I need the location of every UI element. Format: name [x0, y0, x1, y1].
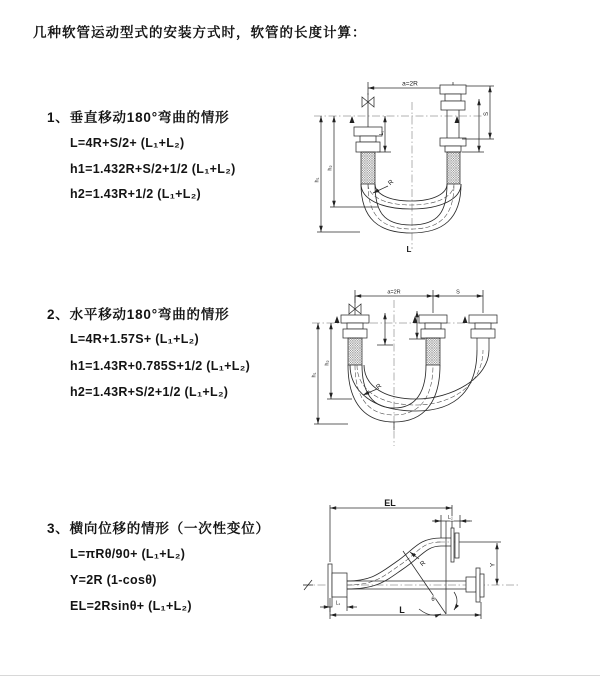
hose-curves — [348, 350, 489, 422]
angle-construction — [403, 521, 457, 615]
radius-label: R — [386, 178, 396, 188]
diagram-lateral-displacement — [298, 498, 600, 658]
dim-label-a2r: a=2R — [402, 80, 418, 88]
page-title: 几种软管运动型式的安装方式时，软管的长度计算： — [33, 25, 367, 40]
section-1-formula-h1: h1=1.432R+S/2+1/2 (L₁+L₂) — [70, 162, 236, 176]
valve-icon — [362, 93, 374, 127]
section-3-formula-y: Y=2R (1-cosθ) — [70, 573, 157, 587]
dim-label-l1: L₁ — [379, 130, 385, 136]
dim-label-l2: L₂ — [448, 515, 453, 521]
section-3-formula-el: EL=2Rsinθ+ (L₁+L₂) — [70, 599, 192, 613]
lower-flange — [466, 568, 484, 602]
diagram-linework — [314, 82, 494, 233]
hose-centerlines — [368, 184, 454, 229]
left-fitting — [341, 315, 369, 365]
valve-icon — [349, 296, 361, 315]
section-1-heading: 1、垂直移动180°弯曲的情形 — [47, 110, 230, 125]
right-fitting — [440, 85, 466, 184]
dim-label-el: EL — [384, 498, 396, 508]
section-2-formula-l: L=4R+1.57S+ (L₁+L₂) — [70, 332, 199, 346]
radius-label: R — [418, 559, 428, 569]
hose-centerlines — [355, 350, 483, 415]
section-1-formula-l: L=4R+S/2+ (L₁+L₂) — [70, 136, 185, 150]
section-3-heading: 3、横向位移的情形（一次性变位） — [47, 521, 270, 536]
section-1-formula-h2: h2=1.43R+1/2 (L₁+L₂) — [70, 187, 202, 201]
middle-fitting — [419, 315, 447, 365]
dim-label-h2: h₂ — [324, 360, 331, 366]
dim-label-h1: h₁ — [311, 372, 318, 378]
radius-label: R — [374, 382, 384, 392]
section-2-heading: 2、水平移动180°弯曲的情形 — [47, 307, 230, 322]
dim-label-h1: h₁ — [314, 177, 321, 183]
centerline-break-icon — [303, 580, 313, 590]
diagram-horizontal-180-bend — [308, 278, 598, 463]
upper-flange — [441, 528, 459, 562]
diagram-linework — [303, 505, 501, 619]
angle-label: θ — [431, 597, 435, 603]
diagram-linework — [311, 290, 497, 430]
dim-label-a2r: a=2R — [387, 289, 401, 296]
dim-label-h2: h₂ — [327, 165, 334, 171]
section-2-formula-h1: h1=1.43R+0.785S+1/2 (L₁+L₂) — [70, 359, 251, 373]
dim-label-s: S — [484, 111, 490, 117]
section-3-formula-l: L=πRθ/90+ (L₁+L₂) — [70, 547, 186, 561]
right-fitting — [469, 315, 497, 350]
dim-label-y: Y — [489, 562, 497, 568]
dim-label-s: S — [456, 289, 460, 296]
diagram-vertical-180-bend — [308, 72, 598, 257]
length-label: L — [406, 245, 412, 254]
length-label: L — [399, 605, 405, 615]
dim-label-l1: L₁ — [335, 600, 341, 607]
left-fitting — [354, 127, 382, 184]
section-2-formula-h2: h2=1.43R+S/2+1/2 (L₁+L₂) — [70, 385, 229, 399]
